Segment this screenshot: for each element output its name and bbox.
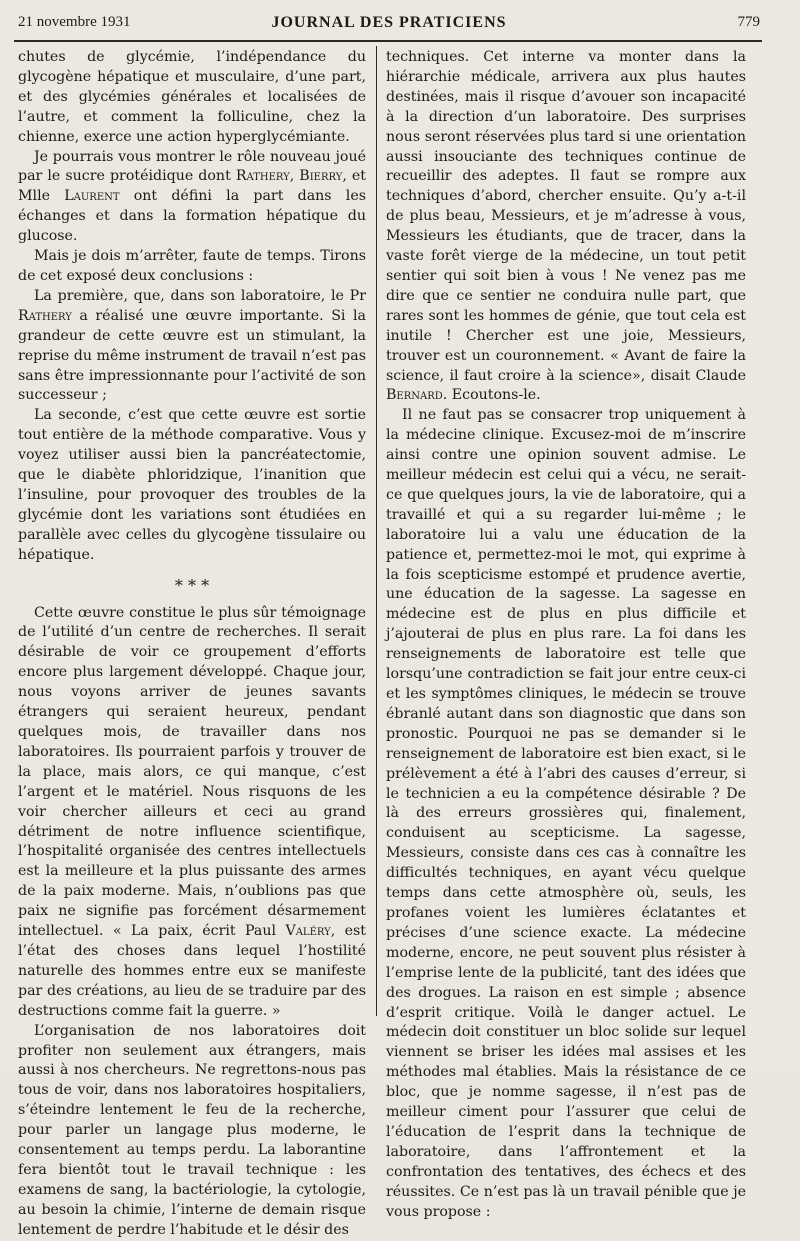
paragraph: techniques. Cet interne va monter dans la hiérarchie médicale, arrivera aux plus hautes destinées, mais il risque d’avouer son incapacité à la direction d’un laboratoire. Des surprises nous seront réservées plus tard si une orientation aussi insouciante des techniques continue de recueillir des adeptes. Il faut se rompre aux techniques d’abord, chercher ensuite. Qu’y a-t-il de plus beau, Messieurs, et je m’adresse à vous, Messieurs les étudiants, que de tracer, dans la vaste forêt vierge de la médecine, un tout petit sentier qui soit bien à vous ! Ne venez pas me dire que ce sentier ne conduira nulle part, que rares sont les hommes de génie, que tout cela est inutile ! Chercher est une joie, Messieurs, trouver est un couronnement. « Avant de faire la science, il faut croire à la science», disait Claude Bernard. Ecoutons-le. (386, 49, 746, 404)
section-separator: * * * (174, 575, 210, 595)
paragraph: chutes de glycémie, l’indépendance du glycogène hépatique et musculaire, d’une part, et des glycémies générales et localisées de l’autre, et comment la folliculine, chez la chienne, exerce une action hyperglycémiante. (18, 49, 366, 145)
page-header (18, 14, 760, 38)
paragraph: Il ne faut pas se consacrer trop uniquement à la médecine clinique. Excusez-moi de m’inscrire ainsi contre une opinion souvent admise. Le meilleur médecin est celui qui a vécu, ne serait-ce que quelques jours, la vie de laboratoire, qui a travaillé et qui a su regarder lui-même ; le laboratoire lui a valu une éducation de la patience et, permettez-moi le mot, qui exprime à la fois scepticisme estompé et prudence avertie, une éducation de la sagesse. La sagesse en médecine est de plus en plus difficile et j’ajouterai de plus en plus rare. La foi dans les renseignements de laboratoire est telle que lorsqu’une contradiction se fait jour entre ceux-ci et les symptômes cliniques, le médecin se trouve ébranlé autant dans son diagnostic que dans son pronostic. Pourquoi ne pas se demander si le renseignement de laboratoire est bien exact, si le prélèvement a été à l’abri des causes d’erreur, si le technicien a eu la compétence désirable ? De là des erreurs grossières qui, finalement, conduisent au scepticisme. La sagesse, Messieurs, consiste dans ces cas à connaître les difficultés techniques, en ayant vécu quelque temps dans cette atmosphère où, seuls, les profanes voient les lumières éclatantes et précises d’une science exacte. La médecine moderne, encore, ne peut souvent plus résister à l’emprise lente de la publicité, tant des idées que des drogues. La raison en est simple ; absence d’esprit critique. Voilà le danger actuel. Le médecin doit constituer un bloc solide sur lequel viennent se briser les idées mal assises et les méthodes mal établies. Mais la résistance de ce bloc, que je nomme sagesse, il n’est pas de meilleur ciment pour l’assurer que celui de l’éducation de l’esprit dans la technique de laboratoire, dans l’affrontement et la confrontation des tentatives, des échecs et des réussites. Ce n’est pas là un travail pénible que je vous propose : (386, 407, 746, 1220)
paragraph: L’organisation de nos laboratoires doit profiter non seulement aux étrangers, mais aussi à nos chercheurs. Ne regrettons-nous pas tous de voir, dans nos laboratoires hospitaliers, s’éteindre lentement le feu de la recherche, pour parler un langage plus moderne, le consentement au temps perdu. La laborantine fera bientôt tout le travail technique : les examens de sang, la bactériologie, la cytologie, au besoin la chimie, l’interne de demain risque lentement de perdre l’habitude et le désir des (18, 1022, 366, 1238)
paragraph: Je pourrais vous montrer le rôle nouveau joué par le sucre protéidique dont Rathery, Bierry, et Mlle Laurent ont défini la part dans les échanges et dans la formation hépatique du glucose. (18, 148, 366, 245)
author-name: Bierry (299, 168, 343, 185)
paragraph: La première, que, dans son laboratoire, le Pr Rathery a réalisé une œuvre importante. Si la grandeur de cette œuvre est un stimulant, la reprise du même instrument de travail n’est pas sans être impressionnante pour l’activité de son successeur ; (18, 287, 366, 404)
left-column (18, 48, 366, 1241)
author-name: Valéry (285, 923, 331, 940)
paragraph: La seconde, c’est que cette œuvre est sortie tout entière de la méthode comparative. Vous y voyez utiliser aussi bien la pancréatectomie, que le diabète phloridzique, l’inanition que l’insuline, pour provoquer des troubles de la glycémie dont les variations sont étudiées en parallèle avec celles du glycogène tissulaire ou hépatique. (18, 407, 366, 563)
journal-title: JOURNAL DES PRATICIENS (271, 14, 507, 31)
author-name: Rathery (235, 168, 290, 185)
column-divider (376, 46, 377, 1016)
page-number: 779 (737, 14, 760, 30)
header-rule (14, 40, 762, 42)
right-column (386, 48, 746, 1222)
author-name: Rathery (18, 307, 72, 324)
paragraph: Cette œuvre constitue le plus sûr témoignage de l’utilité d’un centre de recherches. Il serait désirable de voir ce groupement d’efforts encore plus largement développé. Chaque jour, nous voyons arriver de jeunes savants étrangers qui seraient heureux, pendant quelques mois, de travailler dans nos laboratoires. Ils pourraient parfois y trouver de la place, mais alors, ce qui manque, c’est l’argent et le matériel. Nous risquons de les voir chercher ailleurs et ceci au grand détriment de notre influence scientifique, l’hospitalité organisée des centres intellectuels est la meilleure et la plus puissante des armes de la paix moderne. Mais, n’oublions pas que paix ne signifie pas forcément désarmement intellectuel. « La paix, écrit Paul Valéry, est l’état des choses dans lequel l’hostilité naturelle des hommes entre eux se manifeste par des créations, au lieu de se traduire par des destructions comme fait la guerre. » (18, 604, 366, 1019)
paragraph: Mais je dois m’arrêter, faute de temps. Tirons de cet exposé deux conclusions : (18, 248, 366, 284)
header-date: 21 novembre 1931 (18, 14, 131, 30)
author-name: Laurent (64, 188, 120, 205)
author-name: Bernard (386, 387, 443, 404)
